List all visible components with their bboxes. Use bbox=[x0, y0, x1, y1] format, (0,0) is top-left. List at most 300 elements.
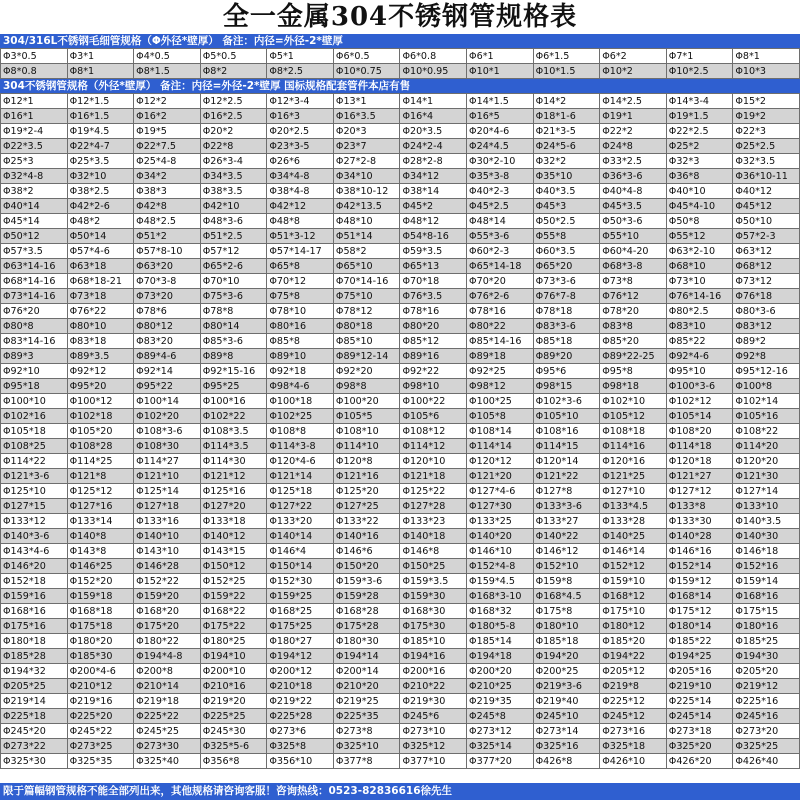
spec-cell: Φ85*20 bbox=[600, 334, 667, 349]
table-row bbox=[1, 334, 800, 349]
spec-cell: Φ57*14-17 bbox=[267, 244, 334, 259]
table-row bbox=[1, 619, 800, 634]
spec-cell: Φ143*10 bbox=[134, 544, 201, 559]
spec-cell: Φ78*10 bbox=[267, 304, 334, 319]
spec-cell: Φ108*8 bbox=[267, 424, 334, 439]
spec-cell: Φ89*16 bbox=[400, 349, 467, 364]
spec-cell: Φ15*2 bbox=[733, 94, 800, 109]
spec-cell: Φ50*14 bbox=[67, 229, 134, 244]
spec-cell: Φ273*30 bbox=[134, 739, 201, 754]
spec-cell: Φ133*16 bbox=[134, 514, 201, 529]
spec-cell: Φ68*12 bbox=[733, 259, 800, 274]
spec-cell: Φ121*30 bbox=[733, 469, 800, 484]
spec-cell: Φ180*12 bbox=[600, 619, 667, 634]
spec-cell: Φ85*12 bbox=[400, 334, 467, 349]
spec-cell: Φ194*14 bbox=[333, 649, 400, 664]
spec-cell: Φ59*3.5 bbox=[400, 244, 467, 259]
spec-cell: Φ159*28 bbox=[333, 589, 400, 604]
spec-cell: Φ32*3 bbox=[666, 154, 733, 169]
spec-cell: Φ50*8 bbox=[666, 214, 733, 229]
spec-cell: Φ50*12 bbox=[1, 229, 68, 244]
spec-cell: Φ159*12 bbox=[666, 574, 733, 589]
spec-cell: Φ102*20 bbox=[134, 409, 201, 424]
spec-cell: Φ8*2 bbox=[200, 64, 267, 79]
spec-cell: Φ20*4-6 bbox=[467, 124, 534, 139]
spec-cell: Φ146*28 bbox=[134, 559, 201, 574]
spec-cell: Φ180*20 bbox=[67, 634, 134, 649]
spec-cell: Φ98*15 bbox=[533, 379, 600, 394]
spec-cell: Φ175*10 bbox=[600, 604, 667, 619]
spec-cell: Φ152*16 bbox=[733, 559, 800, 574]
spec-cell: Φ25*4-8 bbox=[134, 154, 201, 169]
spec-cell: Φ76*3.5 bbox=[400, 289, 467, 304]
spec-cell: Φ325*30 bbox=[1, 754, 68, 769]
spec-cell: Φ38*2 bbox=[1, 184, 68, 199]
spec-cell: Φ16*3 bbox=[267, 109, 334, 124]
spec-cell: Φ32*10 bbox=[67, 169, 134, 184]
table-row bbox=[1, 64, 800, 79]
spec-cell: Φ26*3-4 bbox=[200, 154, 267, 169]
spec-cell: Φ25*3 bbox=[1, 154, 68, 169]
table-row bbox=[1, 379, 800, 394]
spec-cell: Φ125*10 bbox=[1, 484, 68, 499]
spec-cell: Φ194*18 bbox=[467, 649, 534, 664]
spec-cell: Φ95*8 bbox=[600, 364, 667, 379]
spec-cell: Φ185*28 bbox=[1, 649, 68, 664]
spec-cell: Φ185*25 bbox=[733, 634, 800, 649]
spec-cell: Φ89*22-25 bbox=[600, 349, 667, 364]
spec-cell: Φ114*3.5 bbox=[200, 439, 267, 454]
spec-cell: Φ377*8 bbox=[333, 754, 400, 769]
table-row bbox=[1, 244, 800, 259]
spec-cell: Φ89*20 bbox=[533, 349, 600, 364]
spec-cell: Φ210*18 bbox=[267, 679, 334, 694]
spec-cell: Φ180*27 bbox=[267, 634, 334, 649]
spec-cell: Φ80*20 bbox=[400, 319, 467, 334]
spec-cell: Φ98*4-6 bbox=[267, 379, 334, 394]
spec-cell: Φ105*20 bbox=[67, 424, 134, 439]
spec-cell: Φ85*8 bbox=[267, 334, 334, 349]
spec-cell: Φ159*4.5 bbox=[467, 574, 534, 589]
spec-cell: Φ95*12-16 bbox=[733, 364, 800, 379]
table-row bbox=[1, 49, 800, 64]
spec-cell: Φ143*4-6 bbox=[1, 544, 68, 559]
spec-cell: Φ175*12 bbox=[666, 604, 733, 619]
spec-cell: Φ80*10 bbox=[67, 319, 134, 334]
spec-cell: Φ194*22 bbox=[600, 649, 667, 664]
spec-cell: Φ76*12 bbox=[600, 289, 667, 304]
spec-cell: Φ105*14 bbox=[666, 409, 733, 424]
spec-cell: Φ146*25 bbox=[67, 559, 134, 574]
spec-cell: Φ42*12 bbox=[267, 199, 334, 214]
spec-cell: Φ85*3-6 bbox=[200, 334, 267, 349]
spec-cell: Φ100*22 bbox=[400, 394, 467, 409]
spec-cell: Φ185*22 bbox=[666, 634, 733, 649]
spec-cell: Φ57*3.5 bbox=[1, 244, 68, 259]
table-row bbox=[1, 154, 800, 169]
spec-cell: Φ219*12 bbox=[733, 679, 800, 694]
spec-cell: Φ133*10 bbox=[733, 499, 800, 514]
spec-cell: Φ133*20 bbox=[267, 514, 334, 529]
spec-cell: Φ273*12 bbox=[467, 724, 534, 739]
spec-cell: Φ133*30 bbox=[666, 514, 733, 529]
pipe-section-header: 304不锈钢管规格（外径*壁厚） 备注：内径=外径-2*壁厚 国标规格配套管件本店有售 bbox=[0, 79, 800, 93]
spec-cell: Φ10*1.5 bbox=[533, 64, 600, 79]
spec-cell: Φ325*16 bbox=[533, 739, 600, 754]
spec-cell: Φ205*25 bbox=[1, 679, 68, 694]
table-row bbox=[1, 514, 800, 529]
table-row bbox=[1, 499, 800, 514]
spec-cell: Φ14*1.5 bbox=[467, 94, 534, 109]
spec-cell: Φ114*14 bbox=[467, 439, 534, 454]
table-row bbox=[1, 394, 800, 409]
spec-cell: Φ325*10 bbox=[333, 739, 400, 754]
spec-cell: Φ194*25 bbox=[666, 649, 733, 664]
spec-cell: Φ194*30 bbox=[733, 649, 800, 664]
spec-cell: Φ105*18 bbox=[1, 424, 68, 439]
spec-cell: Φ325*18 bbox=[600, 739, 667, 754]
spec-cell: Φ133*22 bbox=[333, 514, 400, 529]
spec-cell: Φ210*16 bbox=[200, 679, 267, 694]
spec-cell: Φ159*25 bbox=[267, 589, 334, 604]
spec-cell: Φ273*8 bbox=[333, 724, 400, 739]
spec-cell: Φ114*25 bbox=[67, 454, 134, 469]
spec-cell: Φ16*1 bbox=[1, 109, 68, 124]
spec-cell: Φ219*10 bbox=[666, 679, 733, 694]
spec-cell: Φ40*10 bbox=[666, 184, 733, 199]
spec-cell: Φ225*20 bbox=[67, 709, 134, 724]
spec-cell: Φ168*4.5 bbox=[533, 589, 600, 604]
spec-cell: Φ108*3.5 bbox=[200, 424, 267, 439]
table-row bbox=[1, 259, 800, 274]
spec-cell: Φ225*25 bbox=[200, 709, 267, 724]
spec-cell: Φ92*25 bbox=[467, 364, 534, 379]
spec-cell: Φ57*2-3 bbox=[733, 229, 800, 244]
spec-cell: Φ3*0.5 bbox=[1, 49, 68, 64]
spec-cell: Φ5*0.5 bbox=[200, 49, 267, 64]
spec-cell: Φ152*30 bbox=[267, 574, 334, 589]
spec-cell: Φ6*1 bbox=[467, 49, 534, 64]
spec-cell: Φ63*18 bbox=[67, 259, 134, 274]
spec-cell: Φ16*2 bbox=[134, 109, 201, 124]
spec-cell: Φ68*10 bbox=[666, 259, 733, 274]
spec-cell: Φ83*20 bbox=[134, 334, 201, 349]
spec-cell: Φ14*3-4 bbox=[666, 94, 733, 109]
spec-cell: Φ219*16 bbox=[67, 694, 134, 709]
spec-cell: Φ245*12 bbox=[600, 709, 667, 724]
spec-cell: Φ100*10 bbox=[1, 394, 68, 409]
spec-cell: Φ78*16 bbox=[400, 304, 467, 319]
spec-cell: Φ273*10 bbox=[400, 724, 467, 739]
spec-cell: Φ32*4-8 bbox=[1, 169, 68, 184]
spec-cell: Φ92*8 bbox=[733, 349, 800, 364]
spec-cell: Φ45*2 bbox=[400, 199, 467, 214]
table-row bbox=[1, 199, 800, 214]
spec-cell: Φ78*12 bbox=[333, 304, 400, 319]
spec-cell: Φ6*0.5 bbox=[333, 49, 400, 64]
spec-cell: Φ89*18 bbox=[467, 349, 534, 364]
spec-cell: Φ27*2-8 bbox=[333, 154, 400, 169]
spec-cell: Φ95*10 bbox=[666, 364, 733, 379]
spec-cell: Φ146*16 bbox=[666, 544, 733, 559]
spec-cell: Φ89*2 bbox=[733, 334, 800, 349]
spec-cell: Φ325*5-6 bbox=[200, 739, 267, 754]
spec-cell: Φ426*40 bbox=[733, 754, 800, 769]
spec-cell: Φ185*18 bbox=[533, 634, 600, 649]
spec-cell: Φ200*8 bbox=[134, 664, 201, 679]
spec-cell: Φ219*22 bbox=[267, 694, 334, 709]
spec-cell: Φ121*8 bbox=[67, 469, 134, 484]
spec-cell: Φ92*20 bbox=[333, 364, 400, 379]
spec-cell: Φ180*30 bbox=[333, 634, 400, 649]
spec-cell: Φ273*25 bbox=[67, 739, 134, 754]
spec-cell: Φ114*10 bbox=[333, 439, 400, 454]
spec-cell: Φ40*2-3 bbox=[467, 184, 534, 199]
table-row bbox=[1, 664, 800, 679]
spec-cell: Φ80*14 bbox=[200, 319, 267, 334]
spec-cell: Φ133*27 bbox=[533, 514, 600, 529]
spec-cell: Φ95*22 bbox=[134, 379, 201, 394]
spec-cell: Φ219*14 bbox=[1, 694, 68, 709]
spec-cell: Φ121*22 bbox=[533, 469, 600, 484]
spec-cell: Φ48*10 bbox=[333, 214, 400, 229]
spec-cell: Φ168*20 bbox=[134, 604, 201, 619]
spec-cell: Φ19*2-4 bbox=[1, 124, 68, 139]
spec-cell: Φ105*8 bbox=[467, 409, 534, 424]
spec-cell: Φ168*25 bbox=[267, 604, 334, 619]
table-row bbox=[1, 454, 800, 469]
spec-cell: Φ100*18 bbox=[267, 394, 334, 409]
spec-cell: Φ45*4-10 bbox=[666, 199, 733, 214]
spec-cell: Φ219*18 bbox=[134, 694, 201, 709]
spec-cell: Φ14*1 bbox=[400, 94, 467, 109]
spec-cell: Φ146*6 bbox=[333, 544, 400, 559]
spec-cell: Φ80*18 bbox=[333, 319, 400, 334]
spec-cell: Φ8*0.8 bbox=[1, 64, 68, 79]
spec-cell: Φ22*7.5 bbox=[134, 139, 201, 154]
spec-cell: Φ105*6 bbox=[400, 409, 467, 424]
spec-cell: Φ102*12 bbox=[666, 394, 733, 409]
spec-cell: Φ152*12 bbox=[600, 559, 667, 574]
spec-cell: Φ100*8 bbox=[733, 379, 800, 394]
spec-cell: Φ175*30 bbox=[400, 619, 467, 634]
spec-cell: Φ146*8 bbox=[400, 544, 467, 559]
table-row bbox=[1, 289, 800, 304]
spec-cell: Φ108*22 bbox=[733, 424, 800, 439]
spec-cell: Φ180*18 bbox=[1, 634, 68, 649]
spec-cell: Φ100*12 bbox=[67, 394, 134, 409]
spec-cell: Φ98*10 bbox=[400, 379, 467, 394]
spec-cell: Φ273*6 bbox=[267, 724, 334, 739]
spec-cell: Φ22*4-7 bbox=[67, 139, 134, 154]
table-row bbox=[1, 739, 800, 754]
table-row bbox=[1, 94, 800, 109]
spec-cell: Φ92*14 bbox=[134, 364, 201, 379]
spec-cell: Φ114*18 bbox=[666, 439, 733, 454]
spec-cell: Φ102*25 bbox=[267, 409, 334, 424]
spec-cell: Φ4*0.5 bbox=[134, 49, 201, 64]
spec-cell: Φ245*14 bbox=[666, 709, 733, 724]
spec-cell: Φ356*8 bbox=[200, 754, 267, 769]
spec-cell: Φ38*3.5 bbox=[200, 184, 267, 199]
spec-cell: Φ140*30 bbox=[733, 529, 800, 544]
spec-cell: Φ152*4-8 bbox=[467, 559, 534, 574]
spec-cell: Φ168*18 bbox=[67, 604, 134, 619]
spec-cell: Φ73*20 bbox=[134, 289, 201, 304]
spec-cell: Φ143*15 bbox=[200, 544, 267, 559]
spec-cell: Φ80*8 bbox=[1, 319, 68, 334]
spec-cell: Φ60*2-3 bbox=[467, 244, 534, 259]
page-title: 全一金属304不锈钢管规格表 bbox=[222, 2, 578, 32]
table-row bbox=[1, 529, 800, 544]
spec-cell: Φ108*14 bbox=[467, 424, 534, 439]
table-row bbox=[1, 559, 800, 574]
spec-cell: Φ36*3-6 bbox=[600, 169, 667, 184]
spec-cell: Φ50*3-6 bbox=[600, 214, 667, 229]
spec-cell: Φ12*1 bbox=[1, 94, 68, 109]
spec-cell: Φ40*12 bbox=[733, 184, 800, 199]
spec-cell: Φ89*12-14 bbox=[333, 349, 400, 364]
table-row bbox=[1, 229, 800, 244]
spec-cell: Φ22*2 bbox=[600, 124, 667, 139]
spec-cell: Φ273*20 bbox=[733, 724, 800, 739]
table-row bbox=[1, 604, 800, 619]
spec-cell: Φ114*12 bbox=[400, 439, 467, 454]
spec-cell: Φ22*3 bbox=[733, 124, 800, 139]
spec-cell: Φ38*2.5 bbox=[67, 184, 134, 199]
spec-cell: Φ127*20 bbox=[200, 499, 267, 514]
spec-cell: Φ133*18 bbox=[200, 514, 267, 529]
spec-cell: Φ200*12 bbox=[267, 664, 334, 679]
spec-cell: Φ76*22 bbox=[67, 304, 134, 319]
spec-cell: Φ133*8 bbox=[666, 499, 733, 514]
spec-cell: Φ40*3.5 bbox=[533, 184, 600, 199]
spec-cell: Φ100*3-6 bbox=[666, 379, 733, 394]
spec-cell: Φ73*18 bbox=[67, 289, 134, 304]
spec-cell: Φ65*13 bbox=[400, 259, 467, 274]
spec-cell: Φ159*8 bbox=[533, 574, 600, 589]
spec-cell: Φ168*12 bbox=[600, 589, 667, 604]
spec-cell: Φ127*15 bbox=[1, 499, 68, 514]
spec-cell: Φ105*10 bbox=[533, 409, 600, 424]
capillary-spec-table bbox=[0, 48, 800, 79]
table-row bbox=[1, 109, 800, 124]
table-row bbox=[1, 679, 800, 694]
spec-cell: Φ16*5 bbox=[467, 109, 534, 124]
spec-cell: Φ150*14 bbox=[267, 559, 334, 574]
spec-cell: Φ12*1.5 bbox=[67, 94, 134, 109]
spec-cell: Φ68*14-16 bbox=[1, 274, 68, 289]
spec-cell: Φ45*14 bbox=[1, 214, 68, 229]
spec-cell: Φ16*4 bbox=[400, 109, 467, 124]
spec-cell: Φ58*2 bbox=[333, 244, 400, 259]
spec-cell: Φ225*28 bbox=[267, 709, 334, 724]
spec-cell: Φ19*1.5 bbox=[666, 109, 733, 124]
spec-cell: Φ24*4.5 bbox=[467, 139, 534, 154]
spec-cell: Φ114*15 bbox=[533, 439, 600, 454]
spec-cell: Φ325*35 bbox=[67, 754, 134, 769]
spec-cell: Φ92*4-6 bbox=[666, 349, 733, 364]
spec-cell: Φ32*3.5 bbox=[733, 154, 800, 169]
spec-cell: Φ42*13.5 bbox=[333, 199, 400, 214]
spec-cell: Φ168*32 bbox=[467, 604, 534, 619]
spec-cell: Φ426*20 bbox=[666, 754, 733, 769]
spec-cell: Φ98*12 bbox=[467, 379, 534, 394]
spec-cell: Φ180*16 bbox=[733, 619, 800, 634]
spec-cell: Φ10*3 bbox=[733, 64, 800, 79]
spec-cell: Φ200*14 bbox=[333, 664, 400, 679]
spec-cell: Φ19*2 bbox=[733, 109, 800, 124]
spec-cell: Φ125*22 bbox=[400, 484, 467, 499]
spec-cell: Φ150*12 bbox=[200, 559, 267, 574]
spec-cell: Φ108*25 bbox=[1, 439, 68, 454]
spec-cell: Φ70*10 bbox=[200, 274, 267, 289]
spec-cell: Φ120*18 bbox=[666, 454, 733, 469]
spec-cell: Φ48*14 bbox=[467, 214, 534, 229]
spec-cell: Φ121*12 bbox=[200, 469, 267, 484]
spec-cell: Φ68*18-21 bbox=[67, 274, 134, 289]
spec-cell: Φ10*0.75 bbox=[333, 64, 400, 79]
spec-cell: Φ219*3-6 bbox=[533, 679, 600, 694]
spec-cell: Φ245*10 bbox=[533, 709, 600, 724]
spec-cell: Φ48*2.5 bbox=[134, 214, 201, 229]
table-row bbox=[1, 694, 800, 709]
spec-cell: Φ108*16 bbox=[533, 424, 600, 439]
spec-cell: Φ36*8 bbox=[666, 169, 733, 184]
spec-cell: Φ10*0.95 bbox=[400, 64, 467, 79]
spec-cell: Φ36*10-11 bbox=[733, 169, 800, 184]
spec-cell: Φ133*28 bbox=[600, 514, 667, 529]
spec-cell: Φ205*12 bbox=[600, 664, 667, 679]
spec-cell: Φ80*22 bbox=[467, 319, 534, 334]
spec-cell: Φ245*22 bbox=[67, 724, 134, 739]
spec-cell: Φ120*4-6 bbox=[267, 454, 334, 469]
spec-cell: Φ55*12 bbox=[666, 229, 733, 244]
spec-cell: Φ70*3-8 bbox=[134, 274, 201, 289]
spec-cell: Φ175*15 bbox=[733, 604, 800, 619]
spec-cell: Φ89*10 bbox=[267, 349, 334, 364]
contact-footer: 限于篇幅钢管规格不能全部列出来，其他规格请咨询客服！咨询热线：0523-82836616徐先生 bbox=[0, 783, 800, 800]
spec-cell: Φ40*14 bbox=[1, 199, 68, 214]
spec-cell: Φ200*16 bbox=[400, 664, 467, 679]
spec-cell: Φ85*22 bbox=[666, 334, 733, 349]
spec-cell: Φ8*2.5 bbox=[267, 64, 334, 79]
spec-cell: Φ35*10 bbox=[533, 169, 600, 184]
spec-cell: Φ120*12 bbox=[467, 454, 534, 469]
spec-cell: Φ194*12 bbox=[267, 649, 334, 664]
spec-cell: Φ127*8 bbox=[533, 484, 600, 499]
spec-cell: Φ78*20 bbox=[600, 304, 667, 319]
spec-cell: Φ34*10 bbox=[333, 169, 400, 184]
spec-cell: Φ114*16 bbox=[600, 439, 667, 454]
spec-cell: Φ127*4-6 bbox=[467, 484, 534, 499]
spec-cell: Φ100*25 bbox=[467, 394, 534, 409]
spec-cell: Φ38*4-8 bbox=[267, 184, 334, 199]
spec-cell: Φ65*20 bbox=[533, 259, 600, 274]
spec-cell: Φ23*3-5 bbox=[267, 139, 334, 154]
spec-cell: Φ114*22 bbox=[1, 454, 68, 469]
spec-cell: Φ70*12 bbox=[267, 274, 334, 289]
spec-cell: Φ34*3.5 bbox=[200, 169, 267, 184]
spec-cell: Φ194*4-8 bbox=[134, 649, 201, 664]
spec-cell: Φ273*16 bbox=[600, 724, 667, 739]
spec-cell: Φ426*10 bbox=[600, 754, 667, 769]
spec-cell: Φ92*10 bbox=[1, 364, 68, 379]
spec-cell: Φ42*2-6 bbox=[67, 199, 134, 214]
spec-cell: Φ8*1 bbox=[733, 49, 800, 64]
spec-cell: Φ54*8-16 bbox=[400, 229, 467, 244]
spec-cell: Φ108*12 bbox=[400, 424, 467, 439]
